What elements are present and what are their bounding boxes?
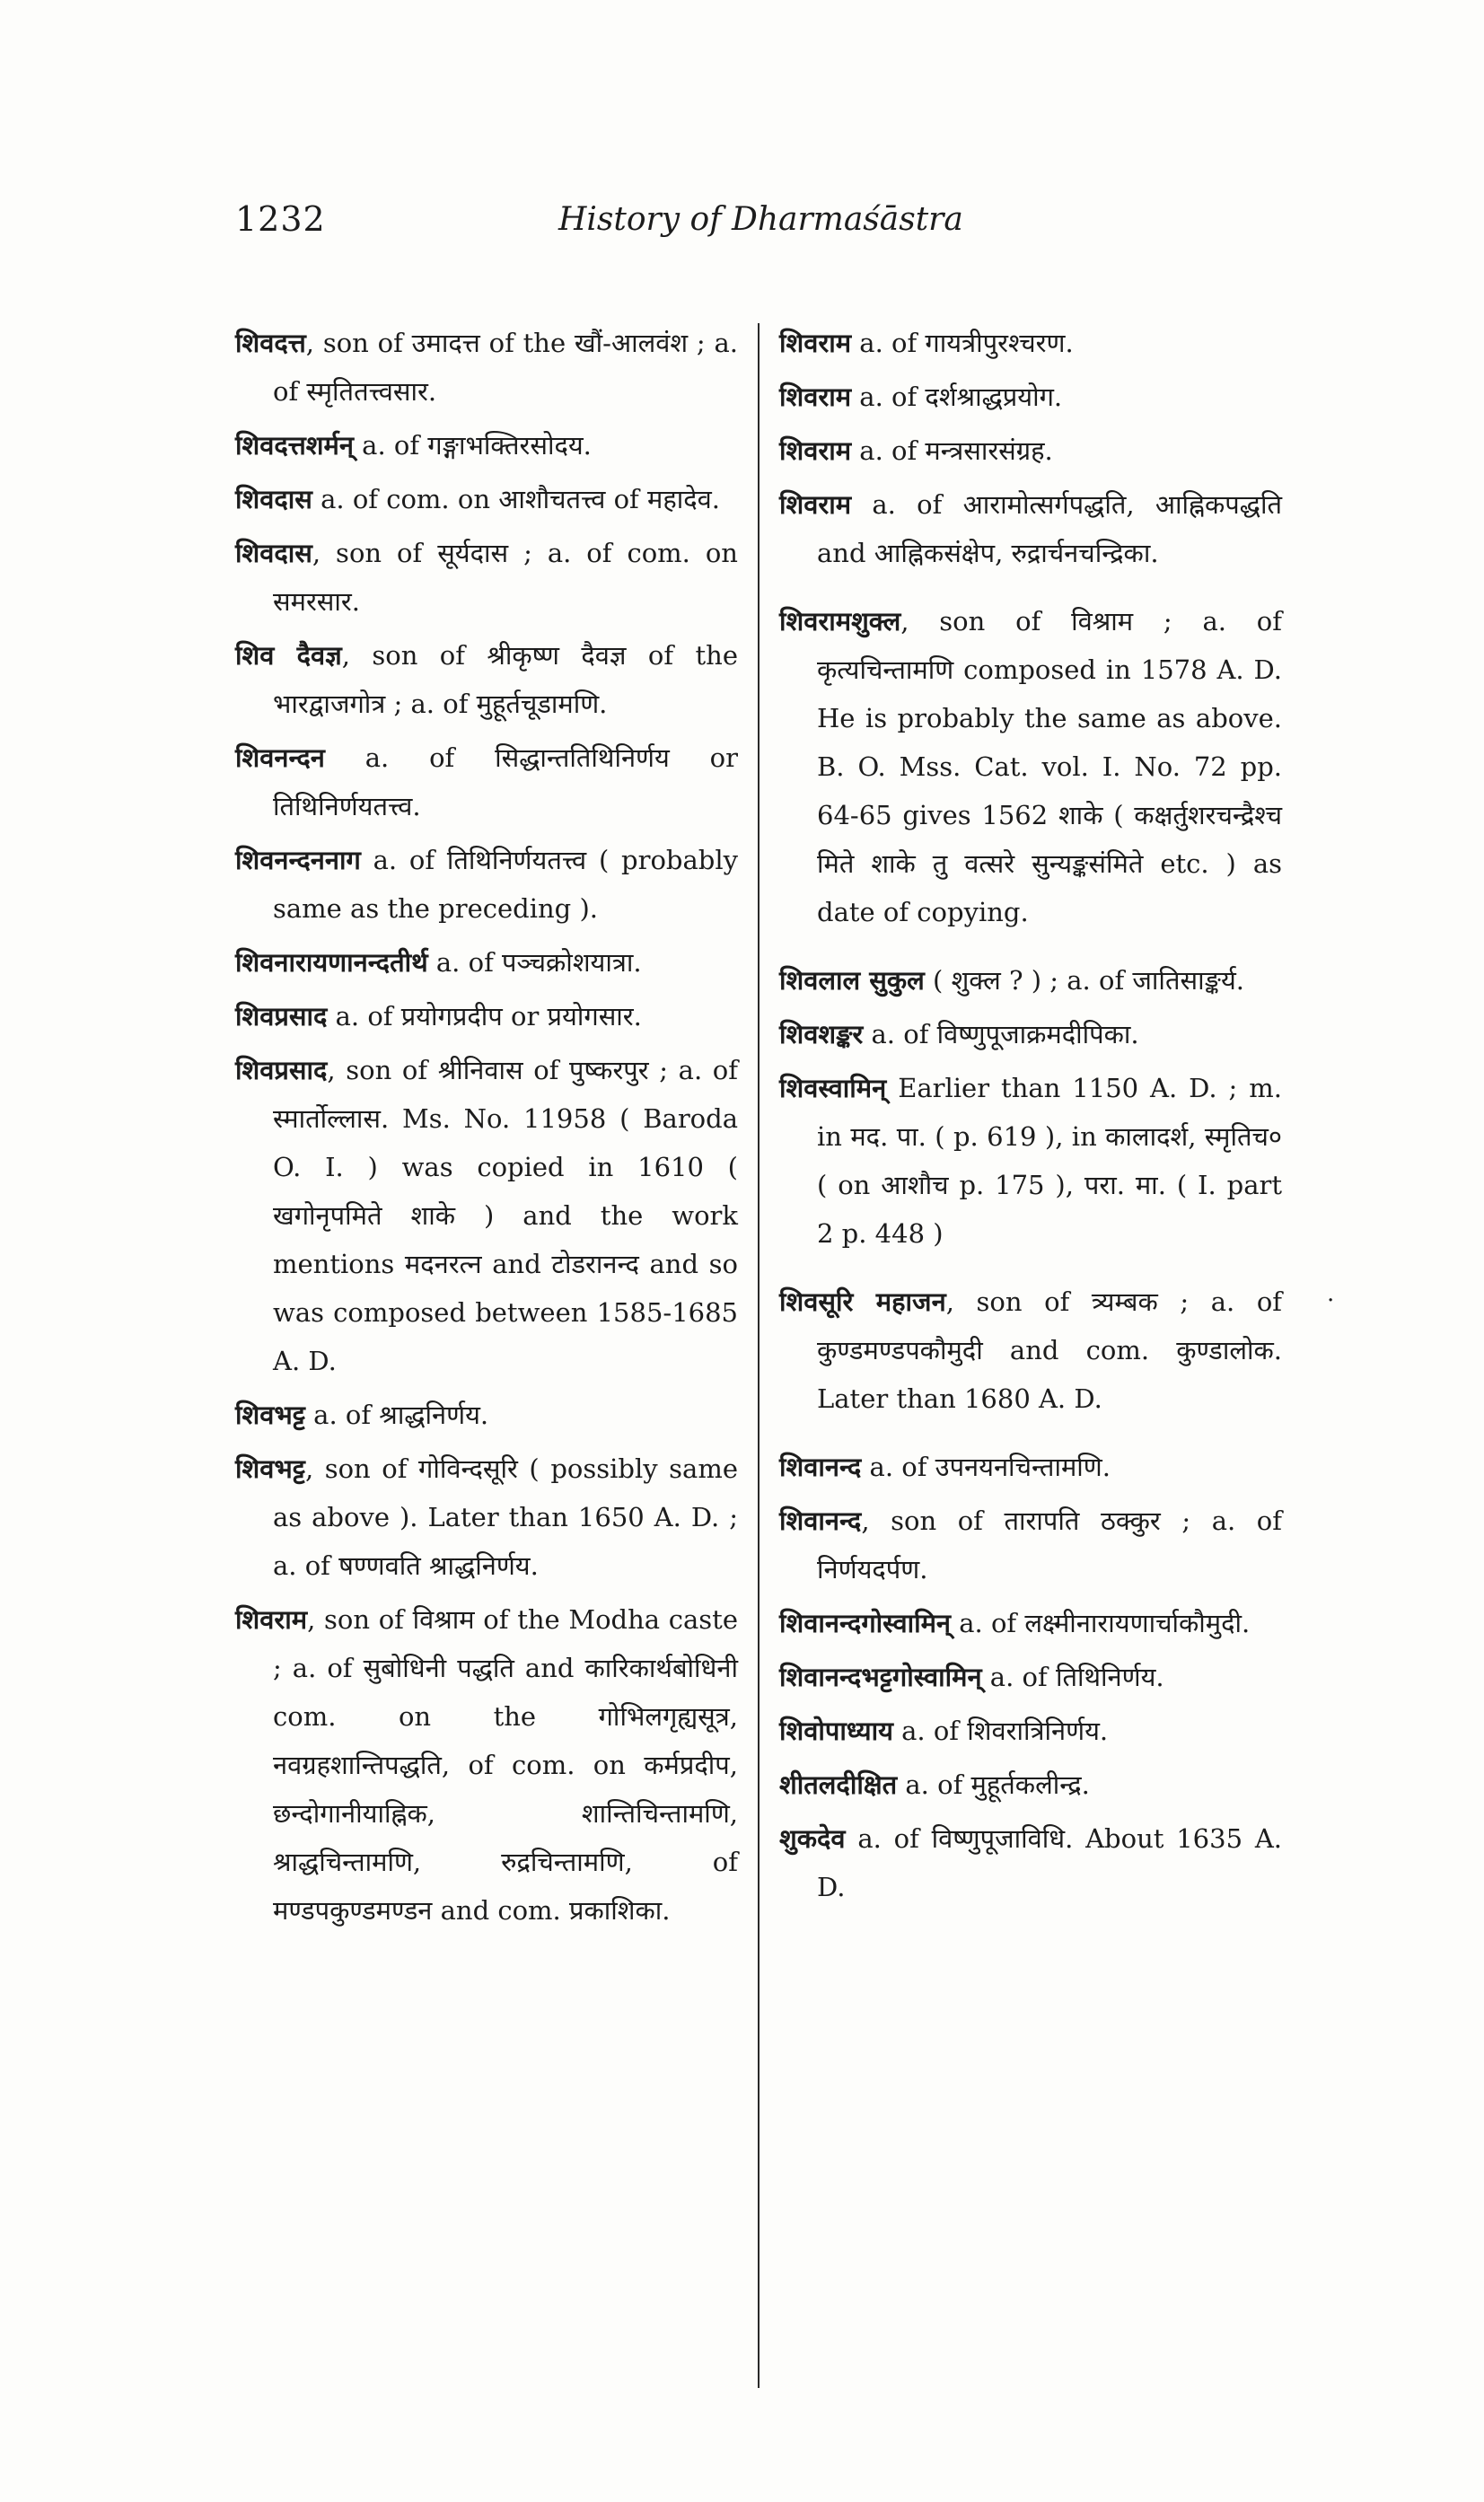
entry-headword: शिवराम [779,328,852,358]
index-entry [235,475,738,523]
entry-headword: शिव दैवज्ञ [235,640,342,671]
index-entry [235,421,738,470]
entry-text: , son of उमादत्त of the खौं-आलवंश ; a. of स्मृतितत्त्वसार. [273,328,738,407]
entry-text: a. of मन्त्रसारसंग्रह. [851,435,1053,466]
right-column [779,319,1282,1917]
entry-headword: शिवदत्तशर्मन् [235,430,354,461]
entry-headword: शिवदास [235,538,312,568]
index-entry [779,1653,1282,1701]
entry-text: , son of विश्राम of the Modha caste ; a. of सुबोधिनी पद्धति and कारिकार्थबोधिनी com. on the गोभिलगृह्यसूत्र, नवग्रहशान्तिपद्धति, of com. on कर्मप्रदीप, छन्दोगानीयाह्निक, शान्तिचिन्तामणि, श्राद्धचिन्तामणि, रुद्रचिन्तामणि, of मण्डपकुण्डमण्डन and com. प्रकाशिका. [273,1604,738,1926]
entry-text: Earlier than 1150 A. D. ; m. in मद. पा. ( p. 619 ), in कालादर्श, स्मृतिच० ( on आशौच p. 175 ), परा. मा. ( I. part 2 p. 448 ) [817,1073,1282,1249]
entry-text: a. of श्राद्धनिर्णय. [304,1400,489,1430]
column-divider [758,323,760,2388]
entry-headword: शुकदेव [779,1823,846,1854]
index-entry [779,1497,1282,1593]
entry-headword: शिवनन्दन [235,742,325,773]
index-entry [235,733,738,830]
index-entry [235,1391,738,1439]
index-entry [235,836,738,933]
entry-headword: शिवसूरि महाजन [779,1286,946,1317]
running-title: History of Dharmaśāstra [558,201,963,238]
entry-headword: शिवभट्ट [235,1453,305,1484]
entry-text: a. of दर्शश्राद्धप्रयोग. [851,382,1063,412]
page-number: 1232 [235,199,326,239]
entry-text: a. of लक्ष्मीनारायणार्चाकौमुदी. [951,1608,1251,1638]
index-entry [779,1760,1282,1809]
index-entry [779,373,1282,421]
index-entry [779,426,1282,475]
entry-headword: शिवलाल सुकुल [779,965,925,996]
entry-headword: शिवराम [235,1604,308,1635]
entry-headword: शिवशङ्कर [779,1019,864,1049]
entry-headword: शिवप्रसाद [235,1001,328,1032]
entry-text: a. of आरामोत्सर्गपद्धति, आह्निकपद्धति and आह्निकसंक्षेप, रुद्रार्चनचन्द्रिका. [817,489,1282,568]
entry-headword: शीतलदीक्षित [779,1769,898,1800]
index-entry [779,1010,1282,1058]
left-column [235,319,738,1940]
index-entry [235,529,738,626]
index-entry [779,1599,1282,1647]
entry-text: ( शुक्ल ? ) ; a. of जातिसाङ्कर्य. [924,965,1244,996]
index-entry [235,1444,738,1590]
entry-text: , son of सूर्यदास ; a. of com. on समरसार. [273,538,738,617]
entry-text: a. of सिद्धान्ततिथिनिर्णय or तिथिनिर्णयतत्त्व. [273,742,738,821]
entry-text: , son of श्रीनिवास of पुष्करपुर ; a. of स्मार्तोल्लास. Ms. No. 11958 ( Baroda O. I. ) was copied in 1610 ( खगोनृपमिते शाके ) and the work mentions मदनरत्न and टोडरानन्द and so was composed between 1585-1685 A. D. [273,1055,738,1376]
entry-headword: शिवानन्द [779,1452,862,1482]
index-entry [779,956,1282,1005]
entry-headword: शिवोपाध्याय [779,1716,893,1746]
entry-headword: शिवनारायणानन्दतीर्थ [235,947,428,978]
entry-text: , son of श्रीकृष्ण दैवज्ञ of the भारद्वाजगोत्र ; a. of मुहूर्तचूडामणि. [273,640,738,719]
entry-headword: शिवभट्ट [235,1400,305,1430]
entry-headword: शिवानन्दभट्टगोस्वामिन् [779,1662,982,1692]
index-entry [779,1277,1282,1423]
entry-headword: शिवप्रसाद [235,1055,328,1085]
entry-text: a. of पञ्चक्रोशयात्रा. [427,947,642,978]
index-entry [779,319,1282,367]
entry-text: a. of गायत्रीपुरश्चरण. [851,328,1074,358]
entry-headword: शिवराम [779,382,852,412]
index-entry [235,631,738,728]
entry-headword: शिवस्वामिन् [779,1073,887,1103]
entry-headword: शिवनन्दननाग [235,845,361,875]
index-entry [235,319,738,416]
entry-text: a. of उपनयनचिन्तामणि. [861,1452,1111,1482]
entry-text: a. of प्रयोगप्रदीप or प्रयोगसार. [327,1001,642,1032]
entry-headword: शिवदास [235,484,312,514]
entry-text: , son of विश्राम ; a. of कृत्यचिन्तामणि composed in 1578 A. D. He is probably the same as above. B. O. Mss. Cat. vol. I. No. 72 pp. 64-65 gives 1562 शाके ( कक्षर्तुशरचन्द्रैश्च मिते शाके तु वत्सरे सुन्यङ्कसंमिते etc. ) as date of copying. [817,606,1282,927]
index-entry [235,1046,738,1385]
entry-text: a. of तिथिनिर्णयतत्त्व ( probably same as the preceding ). [273,845,738,924]
entry-text: a. of गङ्गाभक्तिरसोदय. [353,430,592,461]
index-entry [235,938,738,987]
entry-text: , son of तारापति ठक्कुर ; a. of निर्णयदर्पण. [817,1506,1282,1585]
entry-text: a. of विष्णुपूजाविधि. About 1635 A. D. [817,1823,1282,1902]
index-entry [779,1707,1282,1755]
entry-headword: शिवानन्दगोस्वामिन् [779,1608,952,1638]
index-entry [779,1064,1282,1258]
index-entry [235,992,738,1040]
entry-text: a. of शिवरात्रिनिर्णय. [892,1716,1109,1746]
entry-text: a. of विष्णुपूजाक्रमदीपिका. [863,1019,1139,1049]
index-entry [779,1443,1282,1491]
page-header [235,199,971,253]
index-entry [779,480,1282,577]
entry-headword: शिवरामशुक्ल [779,606,901,636]
index-entry [779,597,1282,936]
entry-text: , son of गोविन्दसूरि ( possibly same as above ). Later than 1650 A. D. ; a. of षण्णवति श्राद्धनिर्णय. [273,1453,738,1581]
entry-headword: शिवदत्त [235,328,306,358]
index-entry [779,1814,1282,1911]
margin-mark: . [1327,1280,1335,1307]
entry-headword: शिवराम [779,489,852,520]
entry-text: a. of com. on आशौचतत्त्व of महादेव. [312,484,720,514]
entry-text: a. of मुहूर्तकलीन्द्र. [897,1769,1090,1800]
entry-headword: शिवराम [779,435,852,466]
index-entry [235,1595,738,1935]
entry-text: , son of त्र्यम्बक ; a. of कुण्डमण्डपकौमुदी and com. कुण्डालोक. Later than 1680 A. D. [817,1286,1283,1414]
entry-text: a. of तिथिनिर्णय. [981,1662,1164,1692]
entry-headword: शिवानन्द [779,1506,862,1536]
